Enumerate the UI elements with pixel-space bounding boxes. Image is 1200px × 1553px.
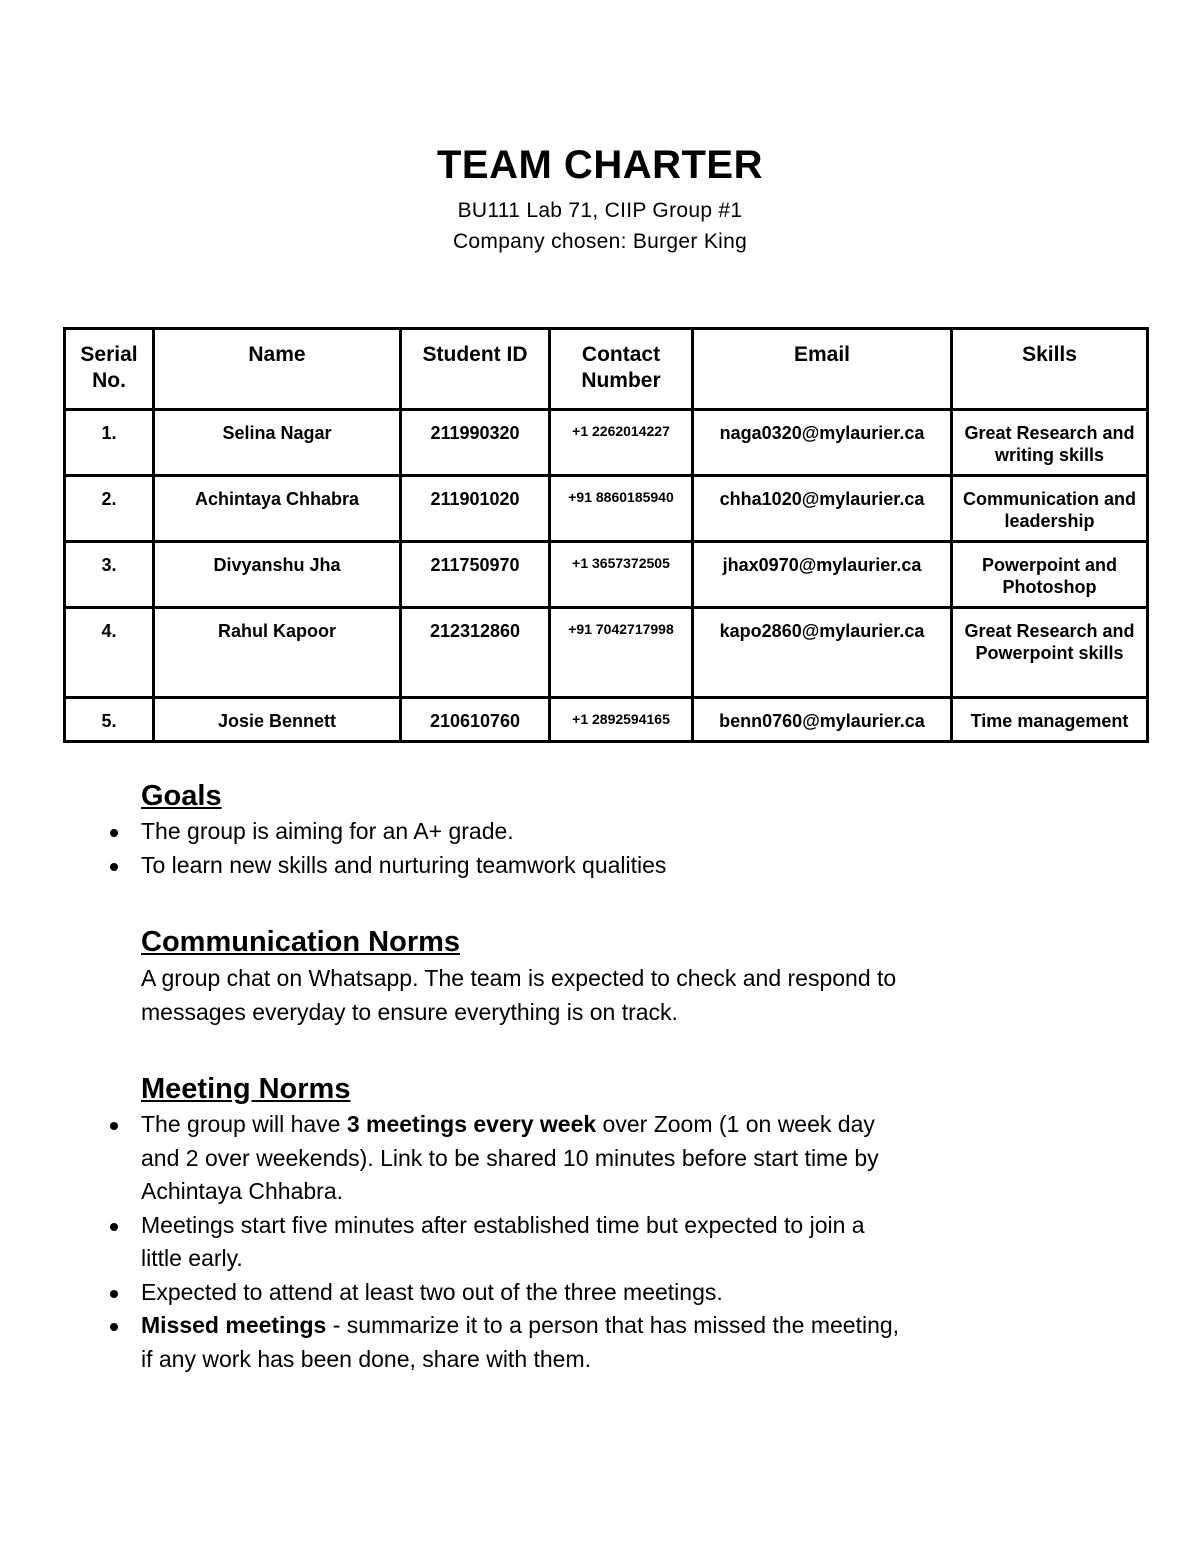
bullet-icon [110,1290,118,1298]
cell-skills: Great Research and Powerpoint skills [952,608,1148,698]
cell-student-id: 210610760 [401,698,550,742]
meeting-heading: Meeting Norms [141,1073,351,1105]
cell-serial: 2. [65,476,154,542]
cell-email: kapo2860@mylaurier.ca [693,608,952,698]
cell-serial: 5. [65,698,154,742]
bullet-icon [110,829,118,837]
meeting-emphasis: 3 meetings every week [346,1111,597,1137]
cell-name: Selina Nagar [154,410,401,476]
cell-skills: Communication and leadership [952,476,1148,542]
cell-email: naga0320@mylaurier.ca [693,410,952,476]
cell-skills: Time management [952,698,1148,742]
list-item [70,849,1141,883]
cell-contact: +91 8860185940 [550,476,693,542]
bullet-icon [110,863,118,871]
header-skills: Skills [952,329,1148,410]
subtitle-company: Company chosen: Burger King [452,230,748,253]
subtitle-course: BU111 Lab 71, CIIP Group #1 [457,199,743,222]
cell-name: Achintaya Chhabra [154,476,401,542]
bullet-icon [110,1223,118,1231]
list-item [70,815,1141,849]
goals-list [141,815,1141,882]
meeting-text: The group will have [141,1111,347,1137]
meeting-text: - summarize it to a person that has missed the meeting, [326,1312,900,1338]
cell-email: jhax0970@mylaurier.ca [693,542,952,608]
bullet-icon [110,1323,118,1331]
table-row [65,698,1148,742]
communication-line: A group chat on Whatsapp. The team is expected to check and respond to [141,965,897,991]
cell-email: chha1020@mylaurier.ca [693,476,952,542]
list-item [70,1309,1141,1376]
cell-name: Josie Bennett [154,698,401,742]
header-name: Name [154,329,401,410]
table-row [65,608,1148,698]
meeting-list [141,1108,1141,1376]
list-item [70,1108,1141,1209]
bullet-icon [110,1122,118,1130]
meeting-text: Expected to attend at least two out of the three meetings. [141,1278,723,1305]
list-item [70,1209,1141,1276]
cell-contact: +1 3657372505 [550,542,693,608]
cell-student-id: 212312860 [401,608,550,698]
meeting-text: little early. [141,1245,243,1271]
goals-heading: Goals [141,780,222,812]
communication-text [141,961,1141,1029]
goal-text: The group is aiming for an A+ grade. [141,818,514,844]
header-serial: Serial No. [65,329,154,410]
goals-section [141,779,1141,882]
meeting-text: over Zoom (1 on week day [596,1111,875,1137]
table-row [65,542,1148,608]
cell-email: benn0760@mylaurier.ca [693,698,952,742]
table-row [65,476,1148,542]
cell-serial: 3. [65,542,154,608]
cell-contact: +1 2262014227 [550,410,693,476]
table-row [65,410,1148,476]
team-table [63,327,1149,743]
header-student-id: Student ID [401,329,550,410]
communication-section [141,925,1141,1029]
cell-skills: Great Research and writing skills [952,410,1148,476]
goal-text: To learn new skills and nurturing teamwork qualities [141,851,667,878]
cell-student-id: 211750970 [401,542,550,608]
cell-serial: 1. [65,410,154,476]
cell-name: Divyanshu Jha [154,542,401,608]
cell-contact: +91 7042717998 [550,608,693,698]
cell-serial: 4. [65,608,154,698]
communication-heading: Communication Norms [141,926,461,958]
header-contact: Contact Number [550,329,693,410]
table-header-row [65,329,1148,410]
meeting-text: if any work has been done, share with them. [141,1345,592,1372]
page-title: TEAM CHARTER [437,143,763,187]
header-email: Email [693,329,952,410]
cell-student-id: 211901020 [401,476,550,542]
cell-name: Rahul Kapoor [154,608,401,698]
list-item [70,1276,1141,1310]
meeting-section [141,1072,1141,1376]
meeting-emphasis: Missed meetings [141,1312,327,1338]
cell-student-id: 211990320 [401,410,550,476]
cell-skills: Powerpoint and Photoshop [952,542,1148,608]
meeting-text: and 2 over weekends). Link to be shared 10 minutes before start time by [141,1144,879,1171]
cell-contact: +1 2892594165 [550,698,693,742]
communication-line: messages everyday to ensure everything is on track. [141,999,678,1025]
meeting-text: Achintaya Chhabra. [141,1178,344,1204]
meeting-text: Meetings start five minutes after established time but expected to join a [141,1211,865,1238]
